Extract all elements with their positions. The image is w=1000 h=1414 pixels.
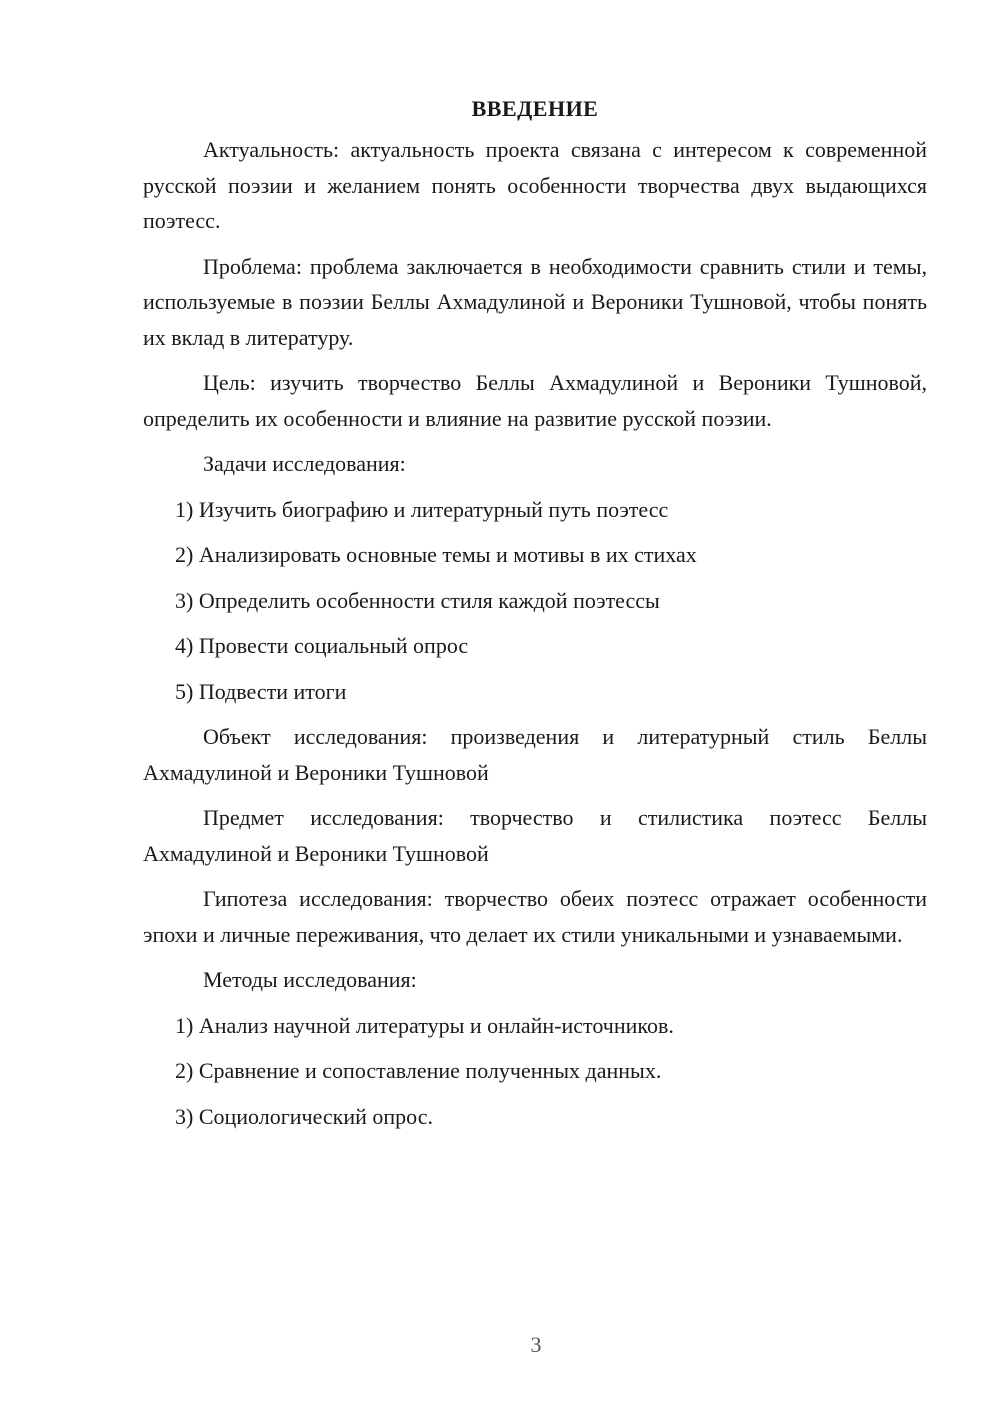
tasks-list bbox=[143, 492, 927, 710]
list-item: 1) Изучить биографию и литературный путь поэтесс bbox=[175, 496, 669, 522]
hypothesis-paragraph: Гипотеза исследования: творчество обеих поэтесс отражает особенности эпохи и личные переживания, что делает их стили уникальными и узнаваемыми. bbox=[143, 886, 927, 947]
list-item: 3) Определить особенности стиля каждой поэтессы bbox=[175, 587, 660, 613]
methods-list bbox=[143, 1008, 927, 1135]
tasks-heading: Задачи исследования: bbox=[203, 451, 406, 476]
list-item: 1) Анализ научной литературы и онлайн-источников. bbox=[175, 1012, 674, 1038]
page-title: ВВЕДЕНИЕ bbox=[471, 96, 599, 121]
problem-paragraph: Проблема: проблема заключается в необходимости сравнить стили и темы, используемые в поэзии Беллы Ахмадулиной и Вероники Тушновой, чтобы понять их вклад в литературу. bbox=[143, 253, 927, 350]
page-number: 3 bbox=[530, 1332, 542, 1357]
relevance-paragraph: Актуальность: актуальность проекта связана с интересом к современной русской поэзии и желанием понять особенности творчества двух выдающихся поэтесс. bbox=[143, 137, 927, 233]
subject-paragraph: Предмет исследования: творчество и стилистика поэтесс Беллы Ахмадулиной и Вероники Тушновой bbox=[143, 805, 927, 866]
object-paragraph: Объект исследования: произведения и литературный стиль Беллы Ахмадулиной и Вероники Тушновой bbox=[143, 724, 927, 785]
list-item: 5) Подвести итоги bbox=[175, 678, 347, 704]
goal-paragraph: Цель: изучить творчество Беллы Ахмадулиной и Вероники Тушновой, определить их особенности и влияние на развитие русской поэзии. bbox=[143, 370, 927, 431]
list-item: 2) Анализировать основные темы и мотивы в их стихах bbox=[175, 542, 697, 567]
list-item: 3) Социологический опрос. bbox=[175, 1103, 433, 1129]
list-item: 4) Провести социальный опрос bbox=[175, 633, 469, 658]
list-item: 2) Сравнение и сопоставление полученных данных. bbox=[175, 1058, 662, 1083]
document-page bbox=[143, 92, 927, 1144]
methods-heading: Методы исследования: bbox=[203, 967, 417, 992]
